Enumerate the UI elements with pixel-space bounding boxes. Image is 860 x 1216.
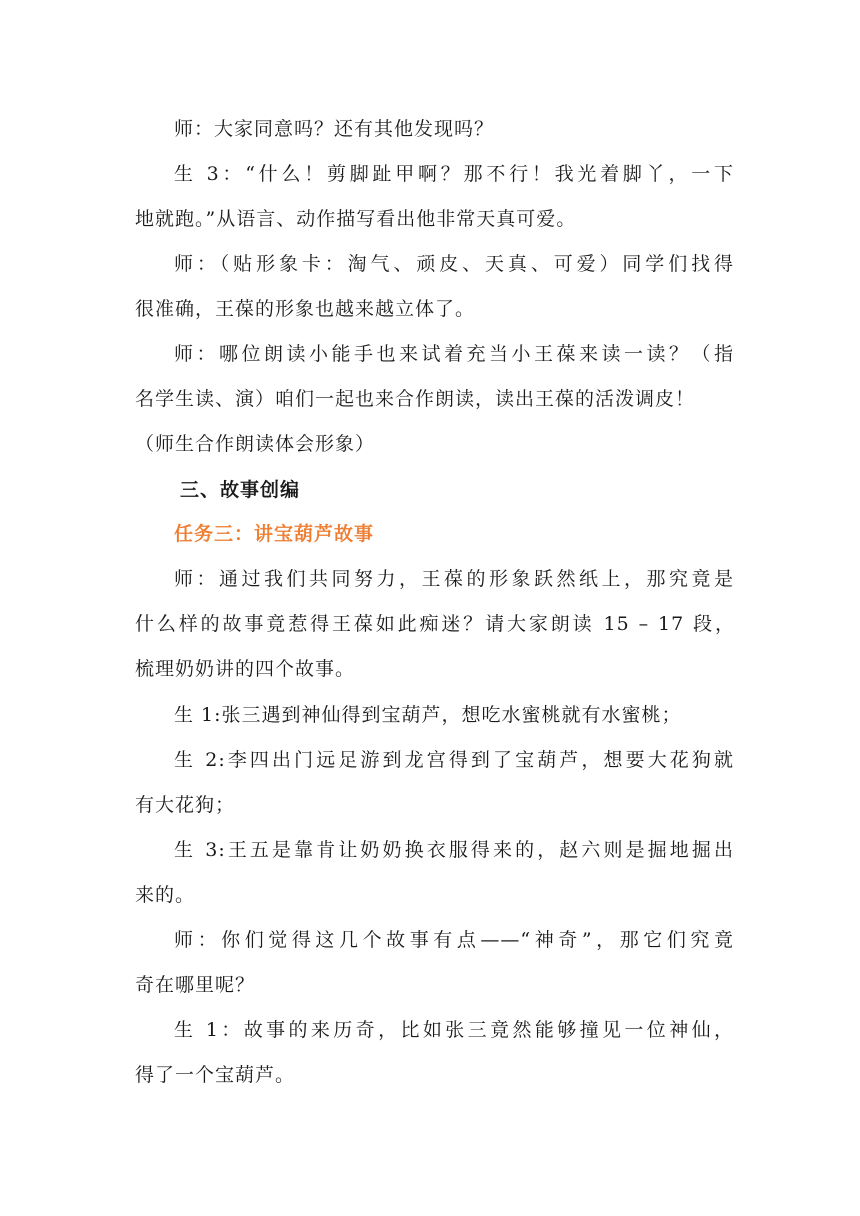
paragraph-line: 地就跑。”从语言、动作描写看出他非常天真可爱。 [135, 208, 577, 230]
paragraph-line: 生 3：“什么！剪脚趾甲啊？那不行！我光着脚丫，一下 [174, 163, 734, 185]
paragraph-line: 来的。 [135, 884, 196, 906]
paragraph-line: 生 3:王五是靠肯让奶奶换衣服得来的，赵六则是掘地掘出 [174, 839, 734, 861]
paragraph-line: 名学生读、演）咱们一起也来合作朗读，读出王葆的活泼调皮！ [135, 388, 696, 410]
section-heading: 三、故事创编 [180, 479, 301, 501]
paragraph-line: 师：你们觉得这几个故事有点——“神奇”，那它们究竟 [174, 929, 734, 951]
paragraph-line: 梳理奶奶讲的四个故事。 [135, 658, 356, 680]
paragraph-line: 生 1：故事的来历奇，比如张三竟然能够撞见一位神仙， [174, 1019, 734, 1041]
paragraph-line: 师：（贴形象卡：淘气、顽皮、天真、可爱）同学们找得 [174, 253, 734, 275]
task-heading: 任务三：讲宝葫芦故事 [174, 523, 375, 545]
paragraph-line: 什么样的故事竟惹得王葆如此痴迷？请大家朗读 15 – 17 段， [135, 613, 735, 635]
paragraph-line: 有大花狗； [135, 794, 236, 816]
paragraph-line: （师生合作朗读体会形象） [135, 433, 376, 455]
paragraph-line: 得了一个宝葫芦。 [135, 1064, 296, 1086]
paragraph-line: 奇在哪里呢？ [135, 974, 256, 996]
paragraph-line: 师：通过我们共同努力，王葆的形象跃然纸上，那究竟是 [174, 568, 734, 590]
paragraph-line: 生 2:李四出门远足游到龙宫得到了宝葫芦，想要大花狗就 [174, 749, 734, 771]
paragraph-line: 很准确，王葆的形象也越来越立体了。 [135, 298, 476, 320]
paragraph-line: 师：大家同意吗？还有其他发现吗？ [174, 118, 495, 140]
paragraph-line: 生 1:张三遇到神仙得到宝葫芦，想吃水蜜桃就有水蜜桃； [174, 704, 682, 726]
paragraph-line: 师：哪位朗读小能手也来试着充当小王葆来读一读？（指 [174, 343, 734, 365]
